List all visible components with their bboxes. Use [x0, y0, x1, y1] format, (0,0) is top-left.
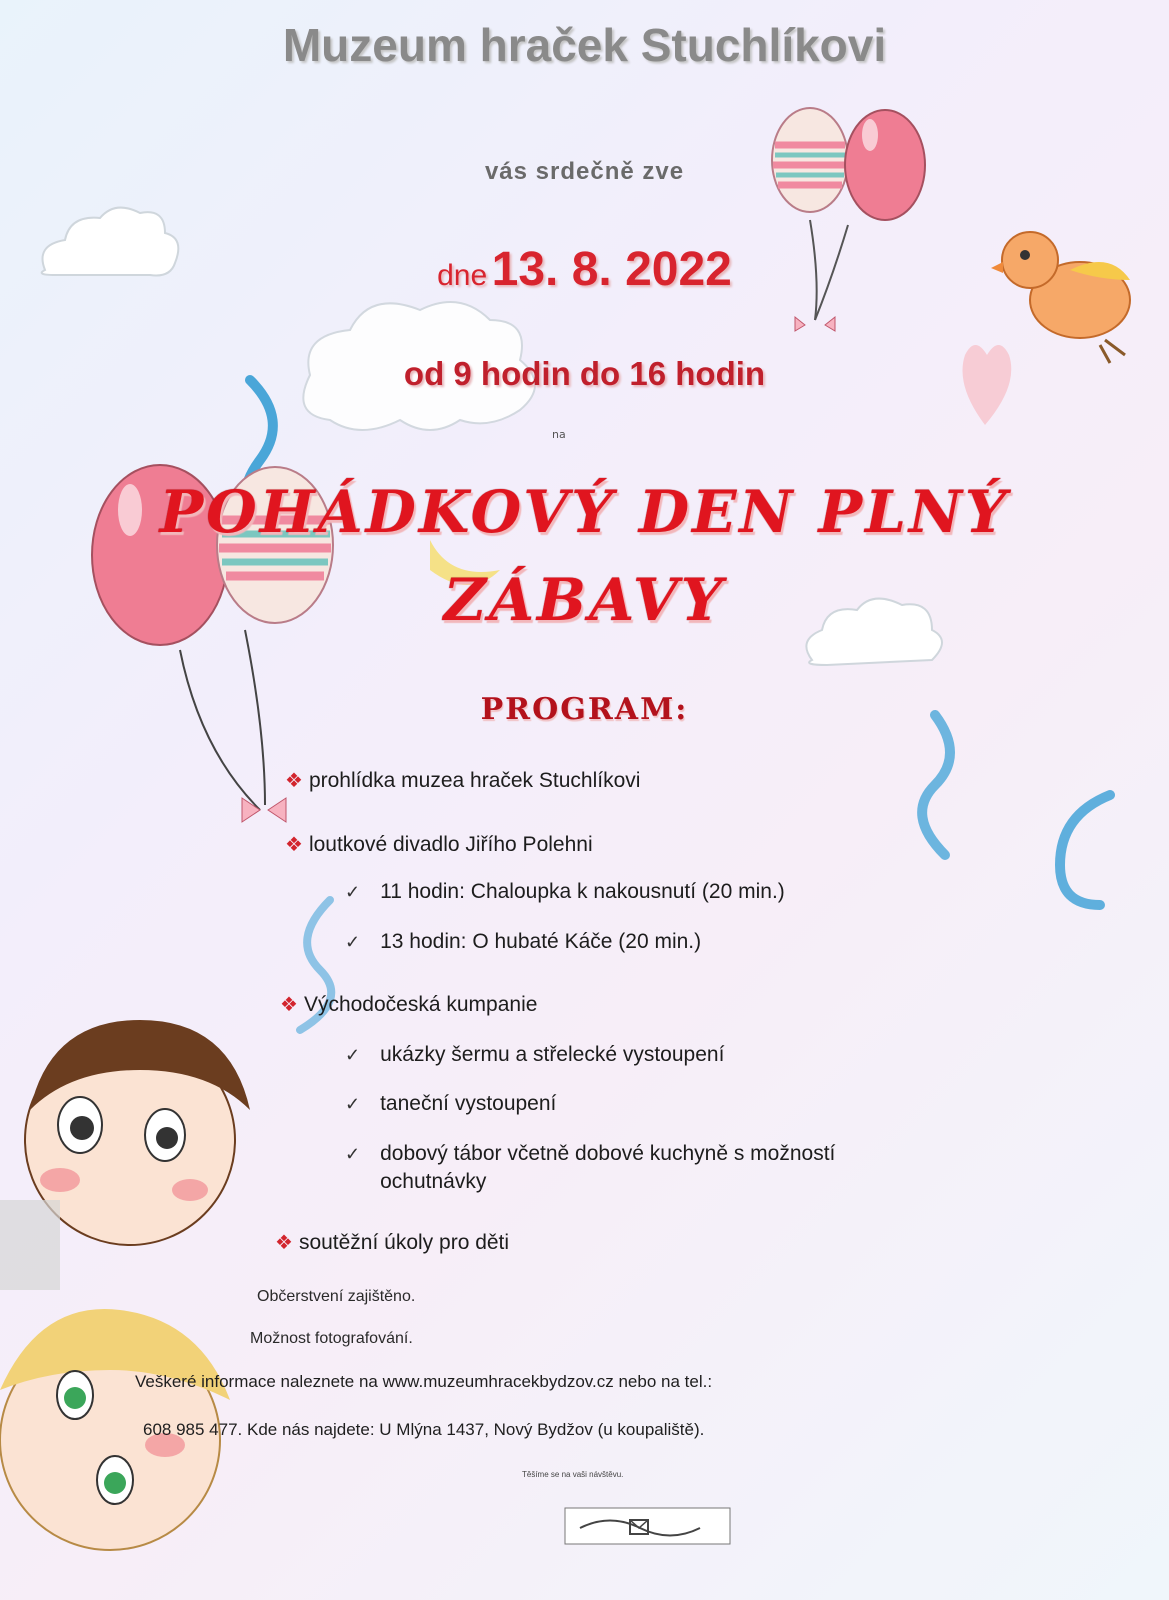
diamond-bullet-icon: ❖ [285, 770, 303, 792]
diamond-bullet-icon: ❖ [275, 1232, 293, 1254]
date-prefix: dne [437, 259, 488, 292]
program-item: ❖ prohlídka muzea hraček Stuchlíkovi [285, 769, 641, 792]
program-heading: PROGRAM: [480, 692, 689, 727]
invitation-text: vás srdečně zve [484, 158, 685, 185]
event-title-line-2: ZÁBAVY [443, 566, 726, 634]
diamond-bullet-icon: ❖ [285, 834, 303, 856]
check-icon: ✓ [345, 882, 361, 902]
museum-logo [565, 1508, 730, 1544]
page-title: Muzeum hraček Stuchlíkovi [282, 19, 887, 71]
program-subitem: ✓ 11 hodin: Chaloupka k nakousnutí (20 min.) [345, 880, 785, 903]
balloon-icon [772, 108, 925, 331]
info-line-2: 608 985 477. Kde nás najdete: U Mlýna 1437, Nový Bydžov (u koupaliště). [143, 1420, 705, 1439]
event-date-line [0, 242, 1169, 297]
program-item: ❖ loutkové divadlo Jiřího Polehni [285, 833, 593, 856]
child-illustration [0, 1020, 250, 1290]
event-title-line-1: POHÁDKOVÝ DEN PLNÝ [159, 478, 1010, 546]
diamond-bullet-icon: ❖ [280, 994, 298, 1016]
check-icon: ✓ [345, 1094, 361, 1114]
connector-text: na [552, 428, 566, 441]
program-item: ❖ soutěžní úkoly pro děti [275, 1231, 510, 1254]
info-line-1: Veškeré informace naleznete na www.muzeumhracekbydzov.cz nebo na tel.: [135, 1372, 713, 1391]
check-icon: ✓ [345, 932, 361, 952]
closing-note: Těšíme se na vaši návštěvu. [522, 1470, 624, 1479]
refreshments-note: Občerstvení zajištěno. [257, 1288, 416, 1305]
program-subitem: ✓ taneční vystoupení [345, 1092, 557, 1115]
event-date: 13. 8. 2022 [491, 243, 732, 296]
check-icon: ✓ [345, 1045, 361, 1065]
check-icon: ✓ [345, 1144, 361, 1164]
program-subitem: ✓ 13 hodin: O hubaté Káče (20 min.) [345, 930, 702, 953]
program-item: ❖ Východočeská kumpanie [280, 993, 538, 1016]
swirl-decoration [922, 715, 950, 855]
photo-note: Možnost fotografování. [250, 1330, 413, 1347]
program-subitem: ✓ dobový tábor včetně dobové kuchyně s možností ochutnávky [345, 1140, 915, 1196]
swirl-decoration [1060, 795, 1110, 905]
event-hours: od 9 hodin do 16 hodin [403, 355, 766, 392]
program-subitem: ✓ ukázky šermu a střelecké vystoupení [345, 1043, 725, 1066]
